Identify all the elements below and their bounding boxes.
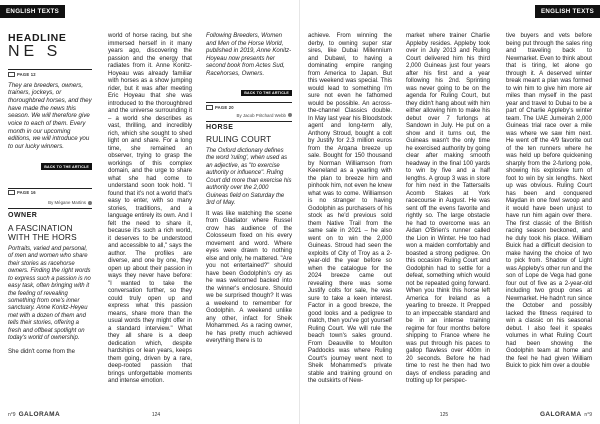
page-icon: [8, 72, 15, 77]
divider: [206, 121, 292, 122]
body-text: She didn't come from the: [8, 348, 76, 355]
page-number: 125: [439, 411, 449, 418]
divider: [8, 188, 92, 189]
headline-subtitle: NE S: [8, 43, 62, 60]
brand-logo: GALORAMA: [18, 411, 61, 418]
headline-title: HEADLINE: [8, 32, 67, 44]
divider: [8, 69, 92, 70]
body-text: tive buyers and vets before being put through the sales ring and traveling back to Newmarket. Even to think about that is tiring, let alone go through it. A deserved winter break meant a plan was formed to win him to give him more air miles than myself in the past year and travel to Dubai to be a part of Charlie Appleby's winter team. The UAE Jumeirah 2,000 Guineas trial race over a mile was where we saw him next. He went off the 4/9 favorite out of the ten runners where he was held up before quickening sharply from the 2-furlong pole, showing his explosive turn of foot to win by six lengths. Next up was obvious. Ruling Court has been and conquered Maydan in one fowl swoop and it would have been unjust to have run him again over there. The first classic of the British racing season beckoned, and he duly took his place. William Buick had a difficult decision to make having the choice of two to pick from. Shadow of Light was Appleby's other run and the son of Lope de Vega had gone four out of five as a 2-year-old including two group ones at Newmarket. He hadn't run since the October and possibly lacked the fitness required to win a classic on his seasonal debut. I also feel it speaks volumes in what Ruling Court had been showing the Godolphin team at home and the feel he had given William Buick to pick him over a double: [506, 33, 592, 369]
page-icon: [206, 105, 213, 110]
byline: By Jacob Pritchard Webb: [206, 113, 292, 118]
body-text: It was like watching the scene from Gladiator where Russel crow has audience of the Colosseum fixed on his every movement and word. Where eyes were drawn to nothing else and only, he mattered. "Are you not entertained?" should have been Godolphin's cry as he was welcomed backed into the winner's enclosure. Should we be surprised though? It was a weekend to remember for Godolphin. A weekend unlike any other, infact for Sheik Mohammed. As a racing owner, he has pretty much achieved everything there is to: [206, 210, 292, 345]
article-title: RULING COURT: [206, 134, 272, 144]
article-intro: The Oxford dictionary defines the word 'ruling', when used as an adjective, as "to exercise authority or influence". Ruling Court did more than exercise his authority over the 2,000 Guineas field on Saturday the 3rd of May.: [206, 148, 292, 207]
issue-number: n°9: [584, 411, 592, 418]
page-icon: [8, 190, 15, 195]
section-tab: ENGLISH TEXTS: [0, 5, 65, 18]
issue-number: n°9: [8, 411, 16, 418]
brand-logo: GALORAMA: [539, 411, 582, 418]
back-to-article-button[interactable]: BACK TO THE ARTICLE: [241, 90, 292, 97]
right-page: [300, 0, 600, 424]
intro-text: They are breeders, owners, trainers, jockeys, or thoroughbred horses, and they have made the news this season. We will therefore give voice to each of them. Every month in our upcoming editions, we will introduce you to our lucky winners.: [8, 81, 92, 151]
section-tab: ENGLISH TEXTS: [535, 5, 600, 18]
footer-brand: [8, 411, 60, 418]
back-to-article-button[interactable]: BACK TO THE ARTICLE: [41, 163, 92, 170]
page-number: 124: [151, 411, 161, 418]
page-footer: [8, 411, 292, 418]
author-avatar: [88, 201, 92, 205]
article-title: A FASCINATION WITH THE HORS: [8, 222, 77, 242]
page-label: PAGE 20: [206, 105, 292, 110]
body-text: achieve. From winning the derby, to owning super star sires, like Dubai Millennium and Dubawi, to having a dominating empire ranging from America to Japan. But this weekend was special. This would lead to something I'm sure not even he fathomed would be possible. An across-the-channel Classics double. In May last year his Bloodstock agent and long-term ally, Anthony Stroud, bought a colt by Justify for 2.3 million euros from the Arqana breeze up sale. Bought for 150 thousand by Norman Williamson from Keeneland as a yearling with the plan to breeze him and pinhook him, not even he knew what was to come. Williamson is no stranger to having Godolphin as purchasers of his stock as he'd previous sold them Native Trail from the same sale in 2021 – he also went on to win the 2,000 Guineas. Stroud had seen the exploits of City of Troy as a 2-year-old the year before so when the catalogue for the 2024 breeze came out revealing there was some Justify colts for sale, he was sure to take a keen interest. Factor in a good breeze, the good looks and a pedigree to match, then you've got yourself Ruling Court. We will rule the beach town's sales ground. From Deauville to Moulton Paddocks was where Ruling Court's journey went next to Sheik Mohammed's private stable and training ground on the outskirts of New-: [308, 33, 392, 384]
page-footer: [308, 411, 592, 418]
column-1: [308, 33, 392, 386]
column-1: [8, 33, 92, 356]
article-intro: Portraits, varied and personal, of men and women who share their stories as racehorse owners. Finding the right words to express such a passion is no easy task, often bringing with it the feeling of revealing something from one's inner sanctuary. Anne Konitz-Heyeu met with a dozen of them and tells their stories, offering a fresh and offbeat spotlight on today's world of ownership.: [8, 245, 91, 342]
body-text: market where trainer Charlie Appleby resides. Appleby took over in July 2013 and Ruling Court delivered him his third 2,000 Guineas just four years after his first and a year following his 2nd. Sprinting was never going to be on the agenda for Ruling Court, but they didn't hang about with him either allowing him to make his debut over 7 furlongs at Sandown in July. He put on a show and it turns out, the Guineas wasn't the only time he exercised authority by going clear after making smooth headway in the final 100 yards to win by five and a half lengths. A group 3 was in store for him next in the Tattersalls Acomb Stakes at York racecourse in August. He was sent off the evens favorite and rightly so. The large obstacle he had to overcome was an Aidan O'Brien's runner called the Lion in Winter. He too had won a maiden comfortably and boasted a strong pedigree. On this occasion Ruling Court and Godolphin had to settle for a defeat, something which would not be repeated going forward. When you think this horse left America for Ireland as a yearling to breeze. It Prepped to an impeccable standard and be in an intense training regime for four months before shipping to France where he was put through his paces to gallop flawless over 400m in 20 seconds. Before he had time to rest he then had two days of endless parading and trotting up for perspec-: [406, 33, 490, 384]
page-label: PAGE 12: [8, 72, 92, 77]
column-3: [506, 33, 592, 371]
book-intro: Following Breeders, Women and Men of the Horse World, published in 2019, Anne Konitz-Hoyeau now presents her second book from Actes Sud, Racehorses, Owners.: [206, 33, 292, 77]
column-2: [108, 33, 192, 386]
divider: [8, 208, 92, 209]
byline: By Mégane Martins: [8, 200, 92, 205]
section-horse-label: HORSE: [206, 124, 234, 131]
divider: [206, 102, 292, 103]
page-label: PAGE 16: [8, 190, 92, 195]
author-avatar: [288, 113, 292, 117]
section-owner-label: OWNER: [8, 211, 38, 219]
footer-brand: [540, 411, 592, 418]
body-text: world of horse racing, but she immersed herself in it many years ago, discovering the passion and the energy that radiates from it. Anne Konitz-Hoyeau was already familiar with horses as a show jumping rider, but it was after meeting Eric Hoyeau that she was introduced to the thoroughbred and the universe surrounding it – a world she describes as vast, thrilling, and incredibly rich, which she sought to shed light on and share. For a long time, she remained an observer, trying to grasp the workings of this complex domain, and the urge to share what she had come to understand soon took hold. "I found that it's not a world that's easy to enter, with so many stories, traditions, and a language entirely its own. And I felt the need to share it, because it's such a rich world, it deserves to be understood and accessible to all," says the author. The profiles are diverse, and one by one, they open up about their passion in ways they never have before: "I wanted to take the conversation further, so they could truly open up and express what this passion means, share more than the usual words they might offer in a standard interview." What they all share is a deep dedication which, despite hardships or lean years, keeps them going, driven by a rare, deep-rooted passion that brings unforgettable moments and intense emotion.: [108, 33, 192, 384]
column-3: [206, 33, 292, 346]
column-2: [406, 33, 490, 386]
